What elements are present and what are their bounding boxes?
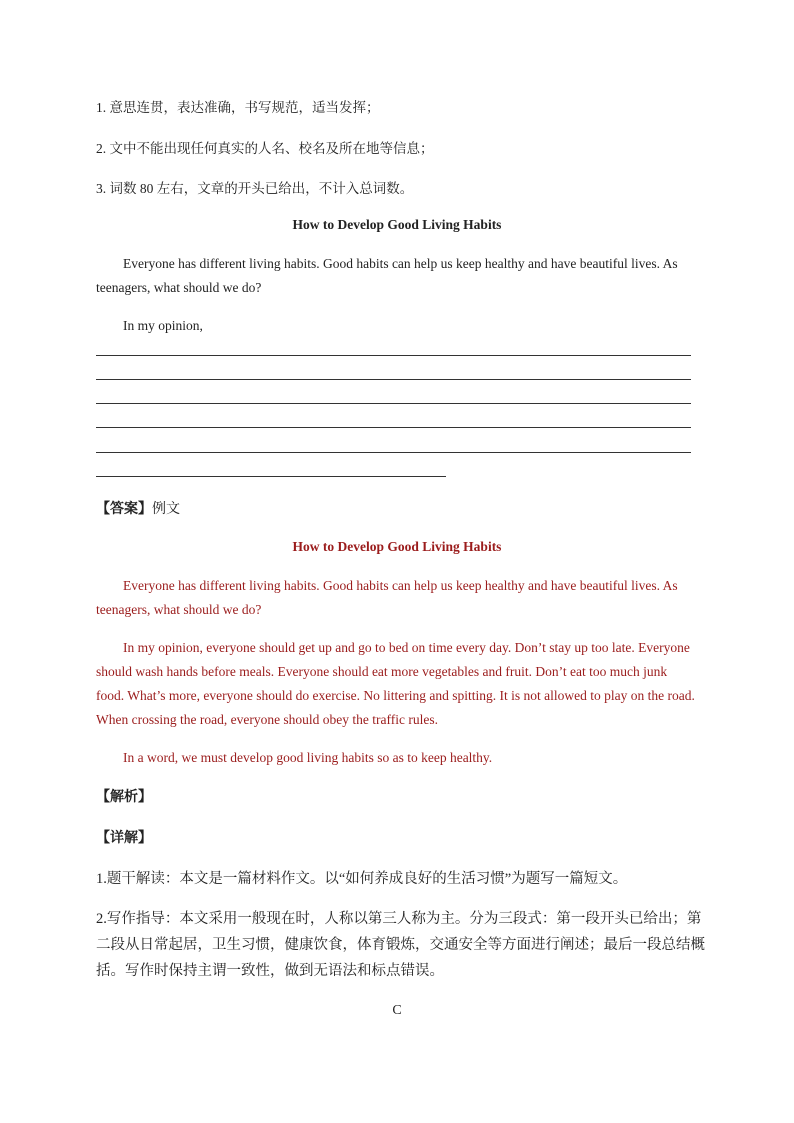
answer-line-6: [96, 476, 446, 477]
answer-line-5: [96, 452, 691, 453]
page-footer: C: [392, 1003, 402, 1018]
analysis-point-1: 1.题干解读：本文是一篇材料作文。以“如何养成良好的生活习惯”为题写一篇短文。: [96, 871, 628, 887]
answer-label: [96, 498, 180, 518]
answer-title: How to Develop Good Living Habits: [292, 539, 502, 554]
answer-line-4: [96, 427, 691, 428]
answer-intro: Everyone has different living habits. Good habits can help us keep healthy and have beautiful lives. As teenagers, what should we do?: [96, 578, 678, 617]
answer-line-3: [96, 403, 691, 404]
analysis-label: 【解析】: [96, 790, 152, 805]
answer-conclusion: In a word, we must develop good living habits so as to keep healthy.: [123, 750, 493, 765]
analysis-point-2: 2.写作指导：本文采用一般现在时，人称以第三人称为主。分为三段式：第一段开头已给出；第二段从日常起居，卫生习惯，健康饮食，体育锻炼，交通安全等方面进行阐述；最后一段总结概括。写作时保持主谓一致性，做到无语法和标点错误。: [96, 911, 705, 979]
question-title: How to Develop Good Living Habits: [292, 217, 502, 232]
detail-label: 【详解】: [96, 831, 152, 846]
question-start: In my opinion,: [123, 318, 203, 333]
answer-label-suffix: 例文: [152, 502, 180, 517]
question-intro: Everyone has different living habits. Good habits can help us keep healthy and have beautiful lives. As teenagers, what should we do?: [96, 256, 678, 295]
answer-line-1: [96, 355, 691, 356]
requirement-3: 3. 词数 80 左右，文章的开头已给出，不计入总词数。: [96, 181, 414, 196]
requirement-1: 1. 意思连贯，表达准确，书写规范，适当发挥；: [96, 100, 380, 115]
answer-body: In my opinion, everyone should get up and go to bed on time every day. Don’t stay up too late. Everyone should wash hands before meals. Everyone should eat more vegetables and fruit. Don’t eat too much junk food. What’s more, everyone should do exercise. No littering and spitting. It is not allowed to play on the road. When crossing the road, everyone should obey the traffic rules.: [96, 640, 695, 727]
answer-label-text: 【答案】: [96, 502, 152, 517]
answer-line-2: [96, 379, 691, 380]
requirement-2: 2. 文中不能出现任何真实的人名、校名及所在地等信息；: [96, 141, 434, 156]
